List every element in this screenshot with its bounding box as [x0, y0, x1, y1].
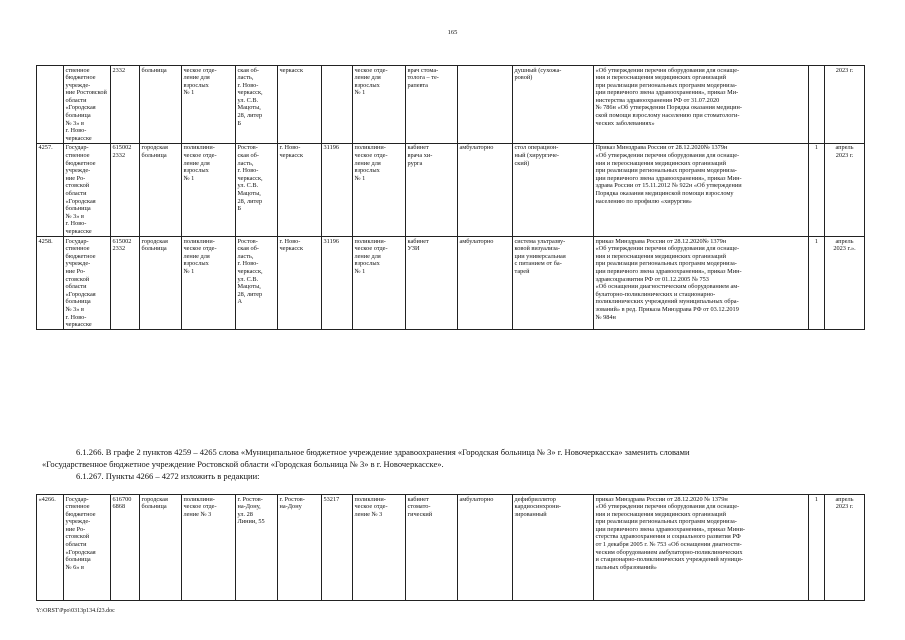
cell-basis: приказ Минздрава России от 28.12.2020 № 1379н «Об утверждении перечня оборудования для оснаще- ния и переоснащения медицинских организаций при реализации региональных программ модерниза- ции первичного звена здравоохранения», приказ Мини- стерства здравоохранения и социального развития РФ от 1 декабря 2005 г. № 753 «Об оснащении диагности- ческим оборудованием амбулаторно-поликлинических и стационарно-поликлинических учреждений муници- пальных образований»: [594, 495, 809, 601]
cell-oktmo: 31196: [322, 143, 353, 236]
cell-region: Ростов- ская об- ласть, г. Ново- черкасск, ул. С.В. Мацоты, 28, литер А: [236, 237, 278, 330]
cell-city: черкасск: [278, 66, 322, 144]
page-number: 165: [447, 29, 458, 36]
cell-room: кабинет УЗИ: [406, 237, 458, 330]
cell-dept: поликлини- ческое отде- ление для взрослых № 1: [182, 237, 236, 330]
cell-region: г. Ростов- на-Дону, ул. 28 Линии, 55: [236, 495, 278, 601]
cell-city: г. Ново- черкасск: [278, 143, 322, 236]
cell-room: кабинет врача хи- рурга: [406, 143, 458, 236]
cell-equipment: дефибриллятор кардиосинхрони- зированный: [513, 495, 594, 601]
cell-org: ственное бюджетное учрежде- ние Ростовской области «Городская больница № 3» в г. Ново- черкасске: [64, 66, 111, 144]
cell-date: апрель 2023 г.: [825, 143, 865, 236]
cell-region: ская об- ласть, г. Ново- черкасск, ул. С.В. Мацоты, 28, литер Б: [236, 66, 278, 144]
cell-basis: «Об утверждении перечня оборудования для оснаще- ния и переоснащения медицинских организаций при реализации региональных программ модерниза- ции первичного звена здравоохранения», приказ Ми- нистерства здравоохранения РФ от 31.07.2020 № 786н «Об утверждении Порядка оказания медицин- ской помощи взрослому населению при стоматологи- ческих заболеваниях»: [594, 66, 809, 144]
cell-num: «4266.: [37, 495, 64, 601]
cell-room: врач стома- толога – те- рапевта: [406, 66, 458, 144]
cell-equipment: система ультразву- ковой визуализа- ции универсальная с питанием от ба- тарей: [513, 237, 594, 330]
cell-form: амбулаторно: [458, 495, 513, 601]
cell-oktmo: 53217: [322, 495, 353, 601]
cell-city: г. Ново- черкасск: [278, 237, 322, 330]
cell-code: 2332: [111, 66, 140, 144]
cell-org: Государ- ственное бюджетное учрежде- ние Ро- стовской области «Городская больница № 3» в г. Ново- черкасске: [64, 143, 111, 236]
cell-qty: 1: [809, 237, 825, 330]
cell-dept: поликлини- ческое отде- ление № 3: [182, 495, 236, 601]
table-row: [37, 143, 865, 236]
equipment-table-continuation: [36, 65, 865, 330]
cell-num: 4258.: [37, 237, 64, 330]
cell-type: городская больница: [140, 495, 182, 601]
paragraph-6-1-267: 6.1.267. Пункты 4266 – 4272 изложить в редакции:: [76, 471, 260, 481]
cell-type: городская больница: [140, 237, 182, 330]
cell-org: Государ- ственное бюджетное учрежде- ние Ро- стовской области «Городская больница № 3» в г. Ново- черкасске: [64, 237, 111, 330]
file-path-footer: Y:\ORST\Ppo\0313p134.f23.doc: [36, 608, 115, 614]
cell-equipment: стол операцион- ный (хирургиче- ский): [513, 143, 594, 236]
cell-qty: [809, 66, 825, 144]
cell-code: 615002 2332: [111, 143, 140, 236]
cell-type: больница: [140, 66, 182, 144]
cell-dept: ческое отде- ление для взрослых № 1: [182, 66, 236, 144]
cell-basis: Приказ Минздрава России от 28.12.2020№ 1379н «Об утверждении перечня оборудования для оснаще- ния и переоснащения медицинских организаций при реализации региональных программ модерниза- ции первичного звена здравоохранения», приказ Мин- здрава России от 15.11.2012 № 922н «Об утверждении Порядка оказания медицинской помощи взрослому населению по профилю «хирургия»: [594, 143, 809, 236]
cell-unit: ческое отде- ление для взрослых № 1: [353, 66, 406, 144]
cell-equipment: душный (сухожа- ровой): [513, 66, 594, 144]
cell-num: [37, 66, 64, 144]
cell-room: кабинет стомато- гический: [406, 495, 458, 601]
cell-num: 4257.: [37, 143, 64, 236]
cell-org: Государ- ственное бюджетное учрежде- ние Ро- стовской области «Городская больница № 6» в: [64, 495, 111, 601]
cell-type: городская больница: [140, 143, 182, 236]
cell-code: 616700 6868: [111, 495, 140, 601]
equipment-table-new-edition: [36, 494, 865, 601]
table-row: [37, 66, 865, 144]
cell-code: 615002 2332: [111, 237, 140, 330]
cell-form: амбулаторно: [458, 143, 513, 236]
cell-form: амбулаторно: [458, 237, 513, 330]
paragraph-6-1-266-line1: 6.1.266. В графе 2 пунктов 4259 – 4265 слова «Муниципальное бюджетное учреждение здравоохранения «Городская больница № 3» г. Новочеркасска» заменить словами: [76, 447, 690, 457]
cell-qty: 1: [809, 143, 825, 236]
cell-form: [458, 66, 513, 144]
cell-qty: 1: [809, 495, 825, 601]
cell-city: г. Ростов- на-Дону: [278, 495, 322, 601]
table-row: [37, 495, 865, 601]
cell-unit: поликлини- ческое отде- ление для взрослых № 1: [353, 143, 406, 236]
cell-date: 2023 г.: [825, 66, 865, 144]
cell-region: Ростов- ская об- ласть, г. Ново- черкасск, ул. С.В. Мацоты, 28, литер Б: [236, 143, 278, 236]
cell-unit: поликлини- ческое отде- ление № 3: [353, 495, 406, 601]
cell-oktmo: [322, 66, 353, 144]
paragraph-6-1-266-line2: «Государственное бюджетное учреждение Ростовской области «Городская больница № 3» в г. Новочеркасске».: [42, 459, 444, 469]
cell-unit: поликлини- ческое отде- ление для взрослых № 1: [353, 237, 406, 330]
cell-date: апрель 2023 г.».: [825, 237, 865, 330]
table-row: [37, 237, 865, 330]
cell-basis: приказ Минздрава России от 28.12.2020№ 1379н «Об утверждении перечня оборудования для оснаще- ния и переоснащения медицинских организаций при реализации региональных программ модерниза- ции первичного звена здравоохранения», приказ Мин- здравсоцразвития РФ от 01.12.2005 № 753 «Об оснащении диагностическим оборудованием ам- булаторно-поликлинических и стационарно- поликлинических учреждений муниципальных обра- зований» в ред. Приказа Минздрава РФ от 03.12.2019 № 984н: [594, 237, 809, 330]
cell-dept: поликлини- ческое отде- ление для взрослых № 1: [182, 143, 236, 236]
cell-date: апрель 2023 г.: [825, 495, 865, 601]
cell-oktmo: 31196: [322, 237, 353, 330]
